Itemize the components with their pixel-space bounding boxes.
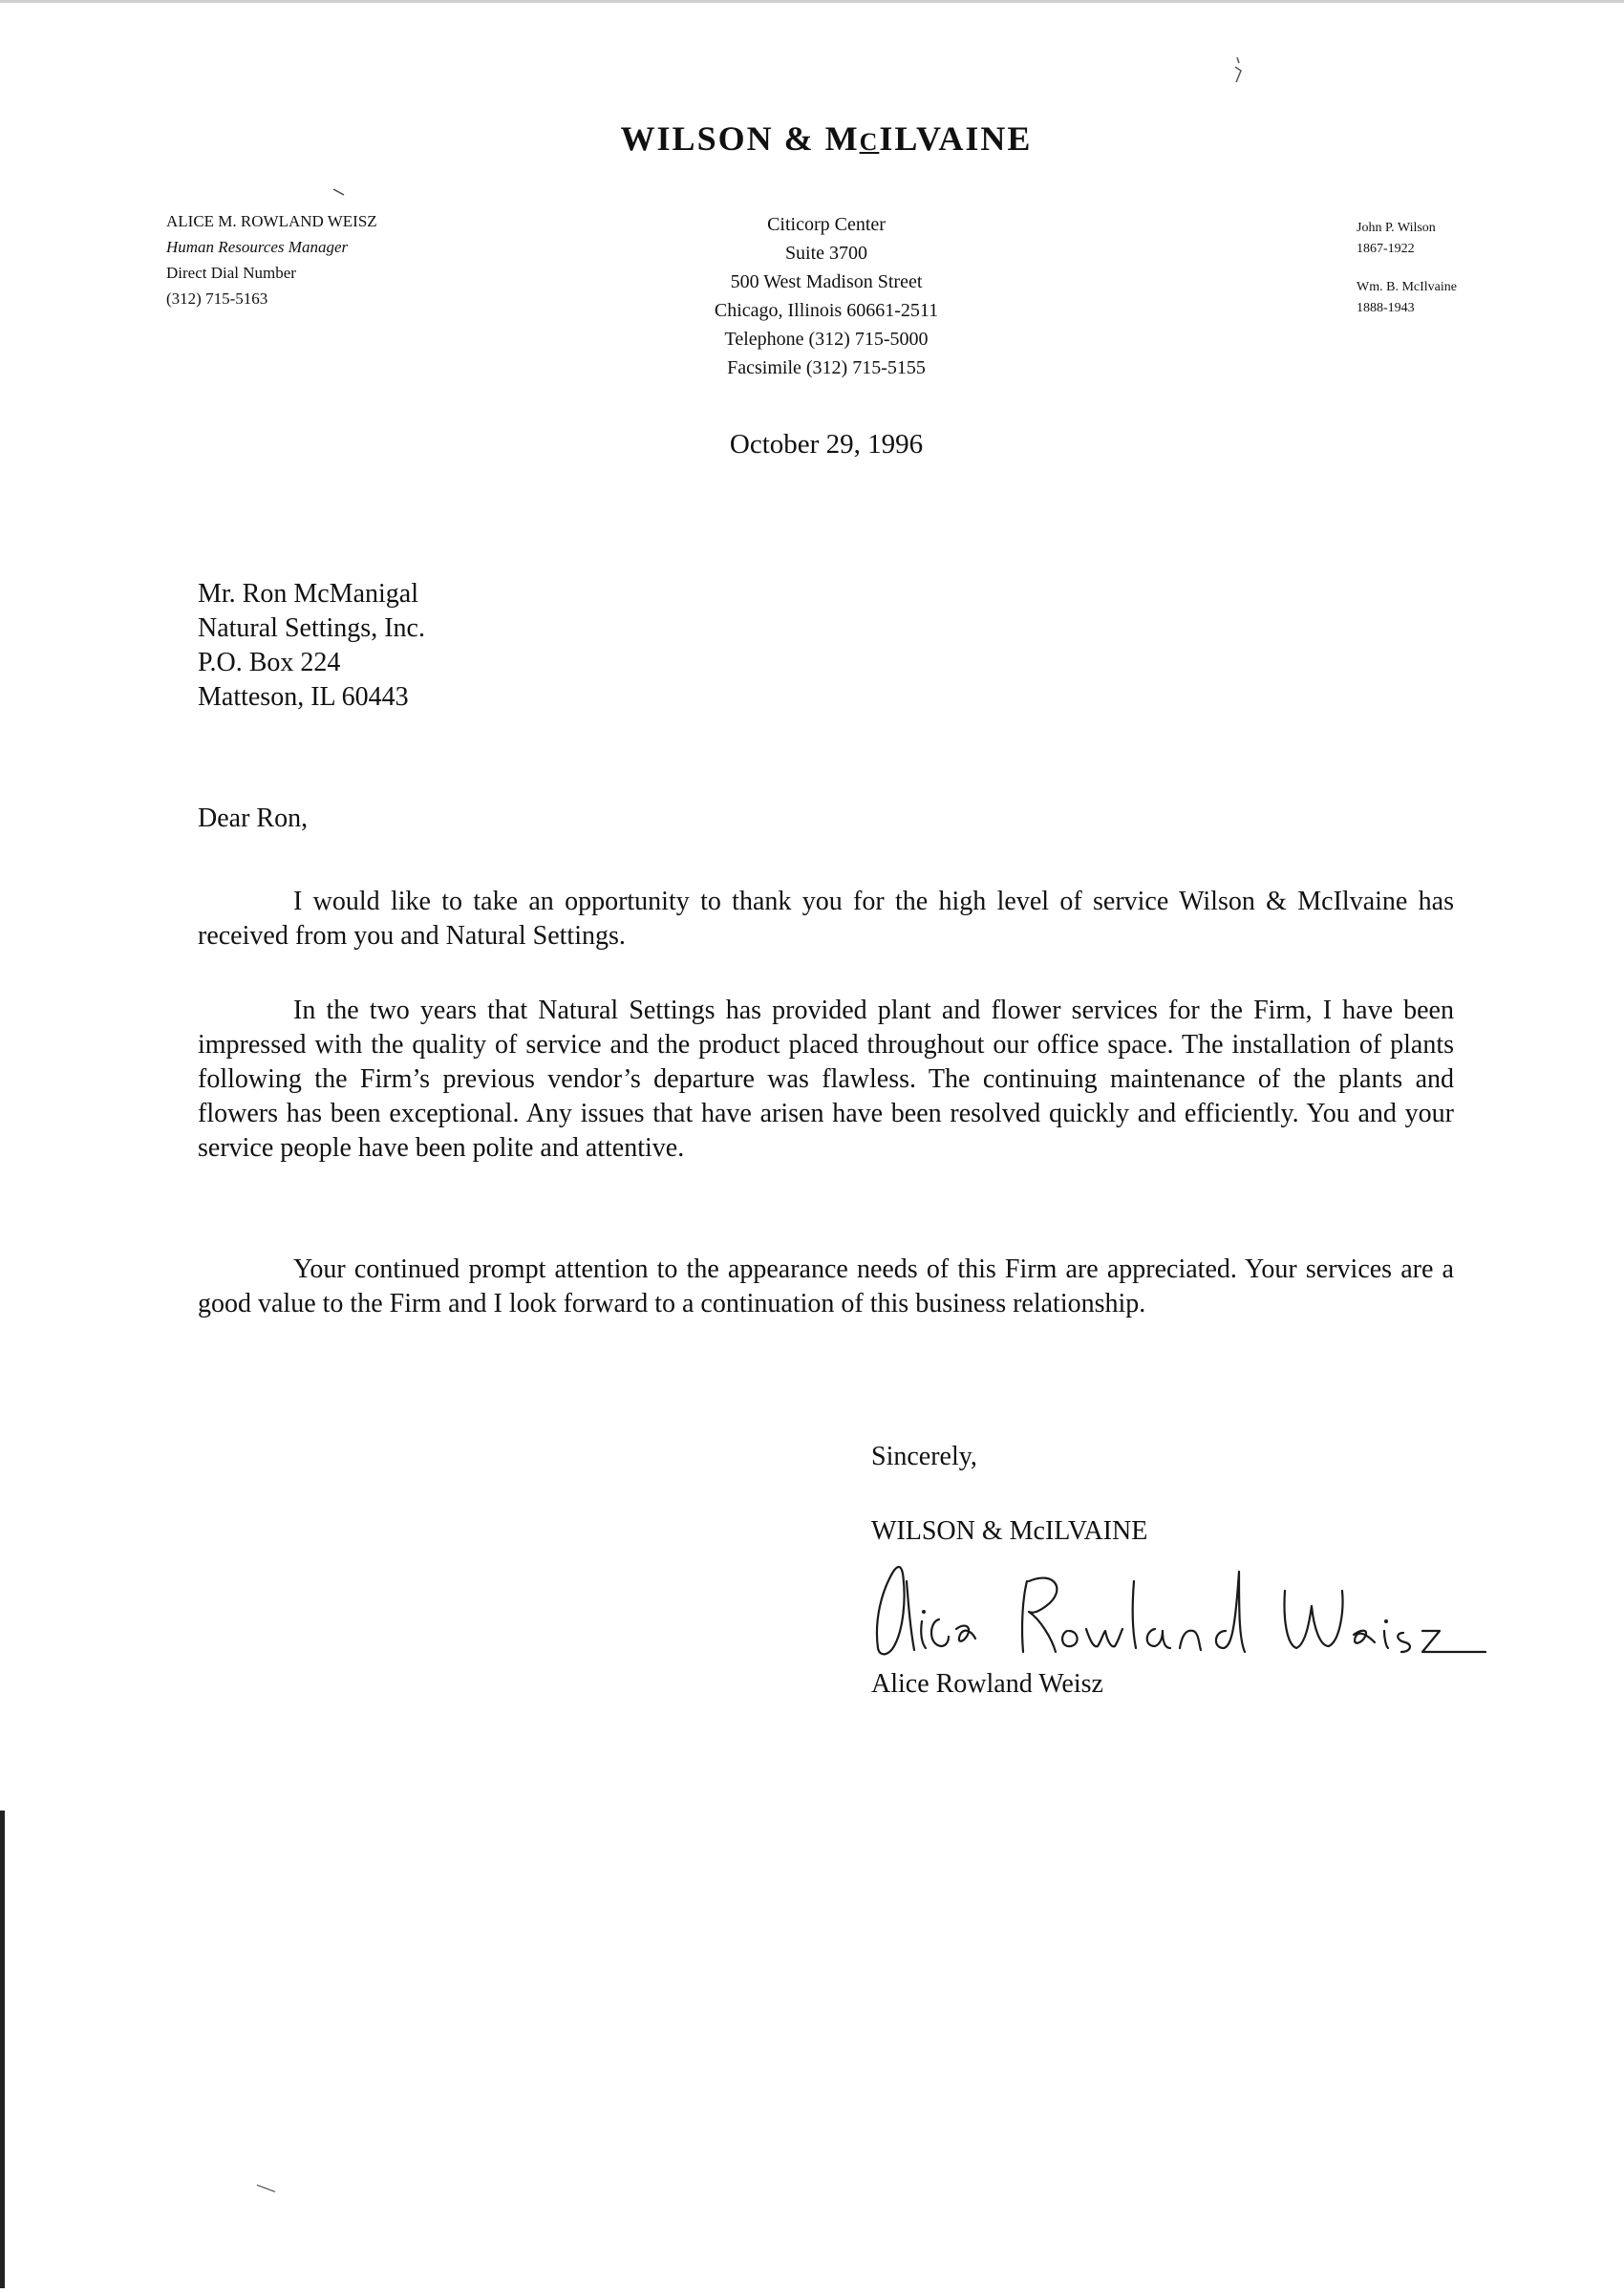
address-line: Chicago, Illinois 60661-2511 — [714, 300, 939, 321]
founder-name: John P. Wilson — [1357, 221, 1436, 235]
address-line: Citicorp Center — [767, 214, 886, 235]
sender-name: ALICE M. ROWLAND WEISZ — [166, 212, 377, 230]
stray-mark-icon — [256, 2183, 277, 2195]
scan-edge-top — [0, 0, 1624, 3]
recipient-line: Mr. Ron McManigal — [198, 579, 418, 609]
founder-years: 1867-1922 — [1357, 242, 1415, 256]
recipient-line: Matteson, IL 60443 — [198, 682, 409, 712]
firm-name: WILSON & MCILVAINE — [620, 119, 1033, 158]
founders-block — [1357, 218, 1457, 319]
founder-name: Wm. B. McIlvaine — [1357, 280, 1457, 294]
body-paragraph: I would like to take an opportunity to thank you for the high level of service Wilson & McIlvaine has received from you and Natural Settings. — [198, 887, 1454, 951]
body-paragraph: In the two years that Natural Settings has provided plant and flower services for the Firm, I have been impressed with the quality of service and the product placed throughout our office space. The installation of plants following the Firm’s previous vendor’s departure was flawless. The continuing maintenance of the plants and flowers has been exceptional. Any issues that have arisen have been resolved quickly and efficiently. You and your service people have been polite and attentive. — [198, 996, 1454, 1163]
address-line: Telephone (312) 715-5000 — [724, 329, 929, 350]
signature-firm: WILSON & McILVAINE — [871, 1516, 1148, 1546]
stray-mark-icon — [332, 187, 346, 197]
address-line: Facsimile (312) 715-5155 — [727, 357, 926, 378]
direct-dial-label: Direct Dial Number — [166, 264, 296, 282]
direct-dial-phone: (312) 715-5163 — [166, 289, 268, 308]
closing: Sincerely, — [871, 1442, 977, 1471]
sender-block — [166, 208, 377, 311]
recipient-line: P.O. Box 224 — [198, 648, 341, 677]
firm-address-block — [540, 210, 1113, 382]
signature-name: Alice Rowland Weisz — [871, 1669, 1103, 1699]
scan-edge-left — [0, 1811, 5, 2288]
address-line: Suite 3700 — [784, 243, 868, 264]
recipient-address — [198, 577, 425, 715]
stray-mark-icon — [1228, 55, 1247, 84]
recipient-line: Natural Settings, Inc. — [198, 613, 425, 643]
body-paragraph: Your continued prompt attention to the appearance needs of this Firm are appreciated. Your services are a good value to the Firm and I look forward to a continuation of this business relationship. — [198, 1254, 1454, 1318]
letter-date: October 29, 1996 — [729, 429, 924, 460]
address-line: 500 West Madison Street — [730, 271, 923, 292]
sender-title: Human Resources Manager — [166, 238, 349, 256]
founder-years: 1888-1943 — [1357, 301, 1415, 315]
handwritten-signature — [865, 1553, 1495, 1667]
salutation: Dear Ron, — [198, 804, 309, 833]
